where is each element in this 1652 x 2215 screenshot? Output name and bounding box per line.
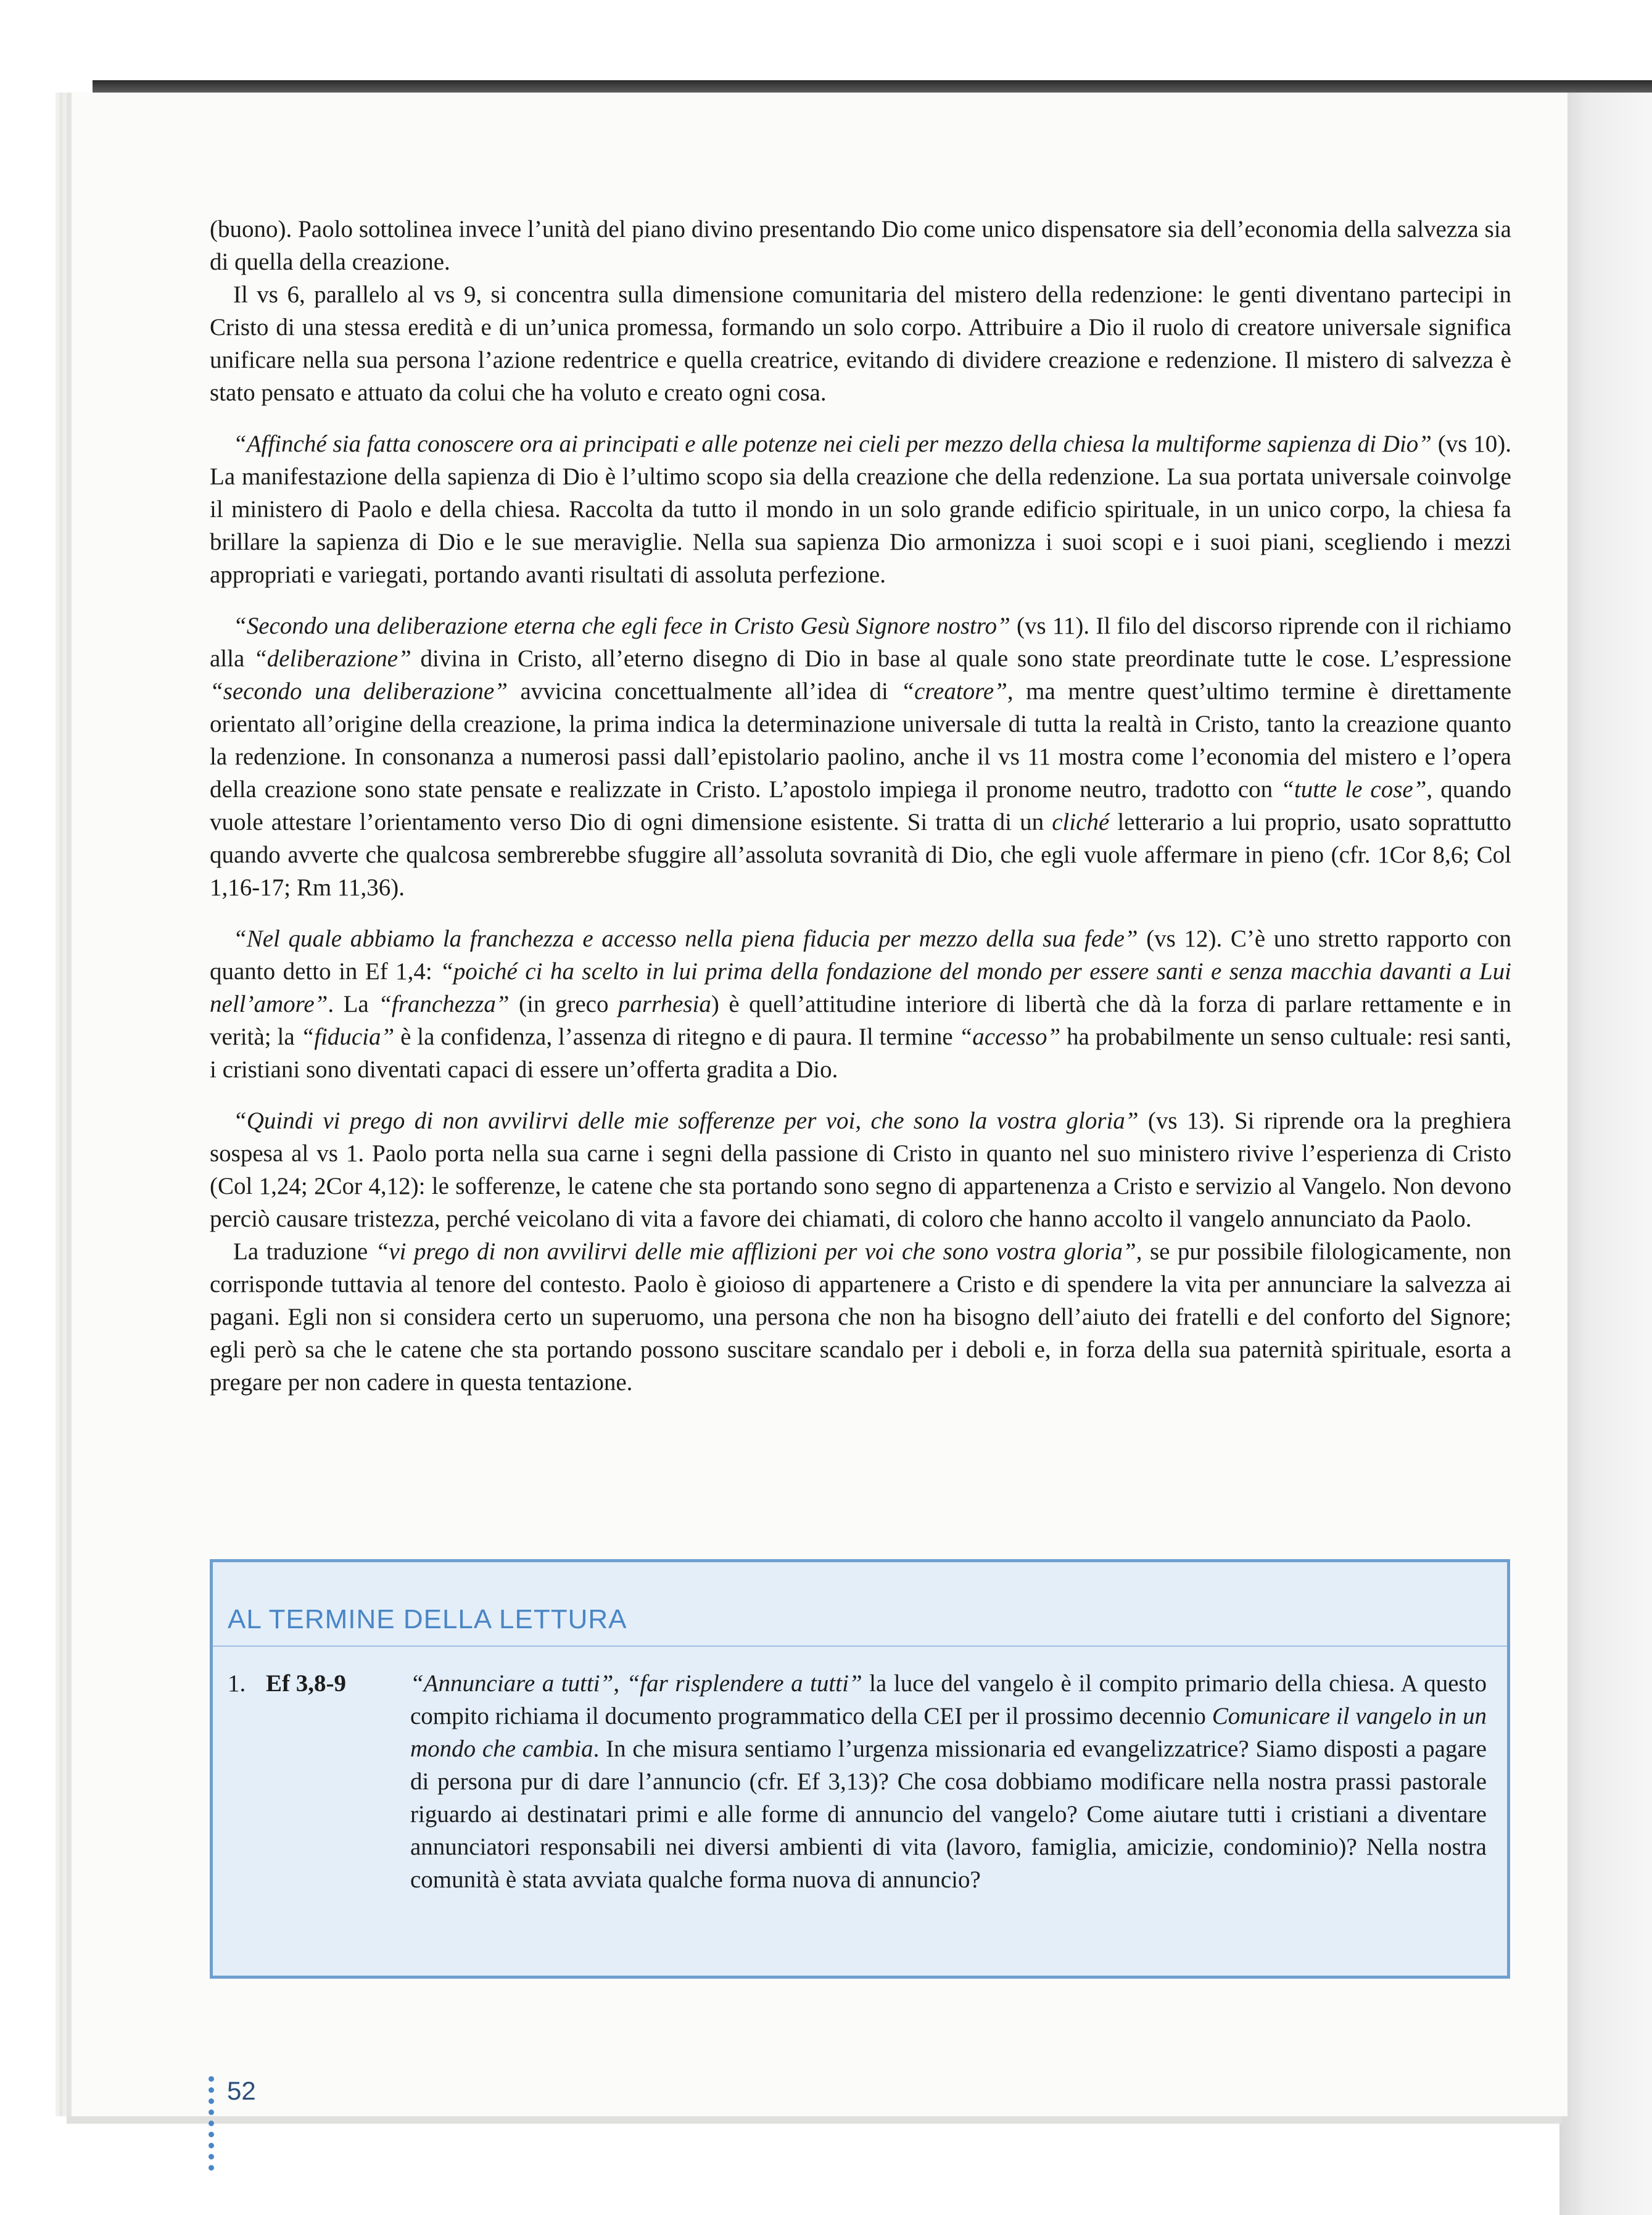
paragraph-6 xyxy=(210,1104,1511,1235)
p4-text-c: avvicina concettualmente all’idea di xyxy=(507,678,901,705)
p4-text-e: , quando vuole attestare l’orientamento verso Dio di ogni dimensione esistente. Si tratta di un xyxy=(210,776,1512,835)
p4-text-b: divina in Cristo, all’eterno disegno di Dio in base al quale sono state preordinate tutte le cose. L’espressione xyxy=(411,645,1511,672)
p5-text-a: (vs 12). C’è uno stretto rapporto con quanto detto in Ef 1,4: xyxy=(210,925,1511,985)
p4-text-a: (vs 11). Il filo del discorso riprende con il richiamo alla xyxy=(210,613,1512,672)
paragraph-7-text: , se pur possibile filologicamente, non corrisponde tuttavia al tenore del contesto. Paolo è gioioso di appartenere a Cristo e di spendere la vita per annunciare la salvezza ai pagani. Egli non si considera certo un superuomo, una persona che non ha bisogno dell’aiuto dei fratelli e del conforto del Signore; egli però sa che le catene che sta portando possono suscitare scandalo per i deboli e, in forza della sua paternità spirituale, esorta a pregare per non cadere in questa tentazione. xyxy=(210,1238,1511,1396)
term-cliche: cliché xyxy=(1052,809,1110,835)
term-creatore: “creatore” xyxy=(901,678,1007,705)
body-text xyxy=(210,213,1511,1399)
term-franchezza: “franchezza” xyxy=(378,991,510,1017)
document-title: Comunicare il vangelo in un mondo che cambia xyxy=(410,1703,1487,1762)
quote-translation: “vi prego di non avvilirvi delle mie afflizioni per voi che sono vostra gloria” xyxy=(375,1238,1136,1265)
item-sep: , xyxy=(613,1670,627,1697)
item-text-b: . In che misura sentiamo l’urgenza missionaria ed evangelizzatrice? Siamo disposti a pagare di persona pur di dare l’annuncio (cfr. Ef 3,13)? Che cosa dobbiamo modificare nella nostra prassi pastorale riguardo ai destinatari primi e alle forme di annuncio del vangelo? Come aiutare tutti i cristiani a diventare annunciatori responsabili nei diversi ambienti di vita (lavoro, famiglia, amicizie, condominio)? Nella nostra comunità è stata avviata qualche forma nuova di annuncio? xyxy=(410,1736,1487,1893)
box-divider xyxy=(213,1646,1507,1647)
folio-dots xyxy=(209,2076,216,2181)
item-quote-2: “far risplendere a tutti” xyxy=(626,1670,862,1697)
dot xyxy=(209,2132,214,2137)
p5-text-b: . La xyxy=(328,991,379,1017)
p4-text-f: letterario a lui proprio, usato soprattutto quando avverte che qualcosa sembrerebbe sfuggire all’assoluta sovranità di Dio, che egli vuole affermare in pieno (cfr. 1Cor 8,6; Col 1,16-17; Rm 11,36). xyxy=(210,809,1511,901)
dot xyxy=(209,2121,214,2126)
paragraph-3 xyxy=(210,428,1511,591)
term-fiducia: “fiducia” xyxy=(300,1024,395,1050)
box-title: AL TERMINE DELLA LETTURA xyxy=(228,1604,627,1634)
item-number: 1. xyxy=(228,1670,246,1697)
page-number xyxy=(227,2076,256,2106)
item-text-a: la luce del vangelo è il compito primario della chiesa. A questo compito richiama il documento programmatico della CEI per il prossimo decennio xyxy=(410,1670,1487,1729)
page-number-text: 52 xyxy=(227,2076,256,2105)
dot xyxy=(209,2143,214,2148)
p5-text-e: è la confidenza, l’assenza di ritegno e di paura. Il termine xyxy=(394,1024,959,1050)
item-quote-1: “Annunciare a tutti” xyxy=(410,1670,614,1697)
p5-text-c: (in greco xyxy=(509,991,618,1017)
item-text xyxy=(410,1667,1487,1896)
item-reference: Ef 3,8-9 xyxy=(266,1670,346,1697)
reading-box xyxy=(210,1559,1510,1979)
paragraph-1: (buono). Paolo sottolinea invece l’unità del piano divino presentando Dio come unico dispensatore sia dell’economia della salvezza sia di quella della creazione. xyxy=(210,216,1511,275)
quote-vs13: “Quindi vi prego di non avvilirvi delle mie sofferenze per voi, che sono la vostra gloria” xyxy=(233,1108,1139,1134)
paragraph-2: Il vs 6, parallelo al vs 9, si concentra sulla dimensione comunitaria del mistero della redenzione: le genti diventano partecipi in Cristo di una stessa eredità e di un’unica promessa, formando un solo corpo. Attribuire a Dio il ruolo di creatore universale significa unificare nella sua persona l’azione redentrice e quella creatrice, evitando di dividere creazione e redenzione. Il mistero di salvezza è stato pensato e attuato da colui che ha voluto e creato ogni cosa. xyxy=(210,281,1511,406)
dot xyxy=(209,2109,214,2115)
dot xyxy=(209,2165,214,2171)
quote-vs10: “Affinché sia fatta conoscere ora ai principati e alle potenze nei cieli per mezzo della chiesa la multiforme sapienza di Dio” xyxy=(233,431,1432,457)
p5-text-d: ) è quell’attitudine interiore di libertà che dà la forza di parlare rettamente e in verità; la xyxy=(210,991,1512,1050)
page-bottom-edge xyxy=(67,2116,1563,2124)
term-accesso: “accesso” xyxy=(959,1024,1061,1050)
paragraph-4 xyxy=(210,610,1511,904)
term-tutte-le-cose: “tutte le cose” xyxy=(1281,776,1427,803)
p5-text-f: ha probabilmente un senso cultuale: resi santi, i cristiani sono diventati capaci di essere un’offerta gradita a Dio. xyxy=(210,1024,1511,1083)
term-parrhesia: parrhesia xyxy=(617,991,711,1017)
quote-vs11: “Secondo una deliberazione eterna che egli fece in Cristo Gesù Signore nostro” xyxy=(233,613,1010,639)
paragraph-5 xyxy=(210,922,1511,1086)
dot xyxy=(209,2098,214,2104)
dot xyxy=(209,2087,214,2093)
quote-vs12: “Nel quale abbiamo la franchezza e accesso nella piena fiducia per mezzo della sua fede” xyxy=(233,925,1138,952)
dot xyxy=(209,2154,214,2159)
paragraph-6-text: (vs 13). Si riprende ora la preghiera sospesa al vs 1. Paolo porta nella sua carne i segni della passione di Cristo in quanto nel suo ministero rivive l’esperienza di Cristo (Col 1,24; 2Cor 4,12): le sofferenze, le catene che sta portando sono segno di appartenenza a Cristo e servizio al Vangelo. Non devono perciò causare tristezza, perché veicolano di vita a favore dei chiamati, di coloro che hanno accolto il vangelo annunciato da Paolo. xyxy=(210,1108,1511,1232)
term-deliberazione: “deliberazione” xyxy=(254,645,411,672)
scan-edge-right xyxy=(1559,93,1652,2215)
quote-ef14: “poiché ci ha scelto in lui prima della fondazione del mondo per essere santi e senza macchia davanti a Lui nell’amore” xyxy=(210,958,1512,1017)
paragraph-7 xyxy=(210,1235,1511,1399)
term-secondo: “secondo una deliberazione” xyxy=(210,678,508,705)
dot xyxy=(209,2076,214,2082)
paragraph-3-text: (vs 10). La manifestazione della sapienza di Dio è l’ultimo scopo sia della creazione che della redenzione. La sua portata universale coinvolge il ministero di Paolo e della chiesa. Raccolta da tutto il mondo in un solo grande edificio spirituale, in un unico corpo, la chiesa fa brillare la sapienza di Dio e le sue meraviglie. Nella sua sapienza Dio armonizza i suoi scopi e i suoi piani, scegliendo i mezzi appropriati e variegati, portando avanti risultati di assoluta perfezione. xyxy=(210,431,1512,588)
p7-text-a: La traduzione xyxy=(233,1238,376,1265)
p4-text-d: , ma mentre quest’ultimo termine è direttamente orientato all’origine della creazione, la prima indica la determinazione universale di tutta la realtà in Cristo, tanto la creazione quanto la redenzione. In consonanza a numerosi passi dall’epistolario paolino, anche il vs 11 mostra come l’economia del mistero e l’opera della creazione sono state pensate e realizzate in Cristo. L’apostolo impiega il pronome neutro, tradotto con xyxy=(210,678,1512,803)
